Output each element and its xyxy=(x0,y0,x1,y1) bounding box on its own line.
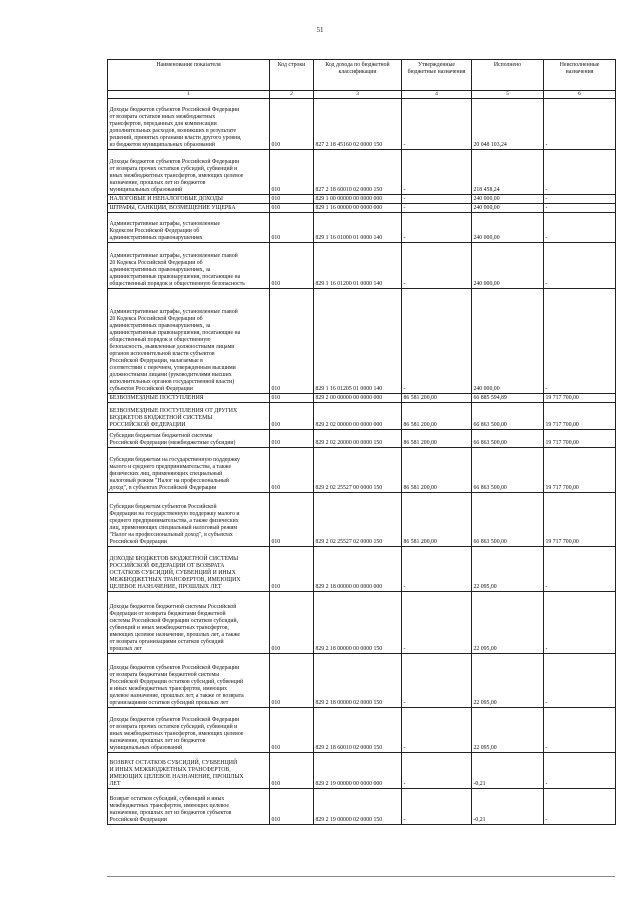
row-approved-cell xyxy=(402,194,472,203)
row-unexecuted-cell xyxy=(544,203,616,212)
row-income-code: 829 2 18 00000 00 0000 150 xyxy=(315,645,383,652)
row-name-cell xyxy=(108,707,270,752)
row-approved: 86 581 200,00 xyxy=(403,439,437,446)
row-approved-cell xyxy=(402,98,472,149)
row-income-code-cell xyxy=(314,242,402,288)
row-name-cell xyxy=(108,788,270,824)
row-name: Возврат остатков субсидий, субвенций и иных межбюджетных трансфертов, имеющих целевое назначение, прошлых лет из бюджетов субъектов Российской Федерации xyxy=(109,795,232,823)
row-income-code: 829 2 18 60010 02 0000 150 xyxy=(315,744,383,751)
row-income-code-cell xyxy=(314,98,402,149)
row-executed: 240 000,00 xyxy=(473,385,500,392)
row-approved: - xyxy=(403,645,406,652)
table-body xyxy=(108,98,616,824)
row-name: Доходы бюджетов бюджетной системы Российской Федерации от возврата бюджетами бюджетной системы Российской Федерации остатков субсидий, субвенций и иных межбюджетных трансфертов, имеющих целевое назначение, прошлых лет, а также от возврата организациями остатков субсидий прошлых лет xyxy=(109,603,240,652)
row-income-code: 829 2 00 00000 00 0000 000 xyxy=(315,394,383,401)
row-income-code: 829 1 16 00000 00 0000 000 xyxy=(315,204,383,211)
table-row xyxy=(108,402,616,429)
row-name-cell xyxy=(108,653,270,707)
row-name-cell xyxy=(108,591,270,653)
row-executed-cell xyxy=(472,288,544,393)
row-name: Административные штрафы, установленные главой 20 Кодекса Российской Федерации об административных правонарушениях, за административные правонарушения, посягающие на общественный порядок и общественную безопасность, выявленные должностными лицами органов исполнительной власти субъектов Российской Федерации, налагаемые в соответствии с перечнем, утвержденным высшими должностными лицами (руководителями высших исполнительных органов государственной власти) субъектов Российской Федерации xyxy=(109,309,241,392)
row-code-cell xyxy=(270,752,314,788)
row-executed-cell xyxy=(472,752,544,788)
row-approved-cell xyxy=(402,492,472,546)
row-unexecuted-cell xyxy=(544,393,616,402)
row-unexecuted-cell xyxy=(544,788,616,824)
table-row xyxy=(108,447,616,492)
row-code-cell xyxy=(270,546,314,591)
row-code-cell xyxy=(270,203,314,212)
row-income-code: 829 2 02 25527 02 0000 150 xyxy=(315,538,383,545)
row-approved: - xyxy=(403,186,406,193)
row-income-code-cell xyxy=(314,752,402,788)
row-income-code: 827 2 18 60010 02 0000 150 xyxy=(315,186,383,193)
row-income-code-cell xyxy=(314,402,402,429)
row-approved: - xyxy=(403,204,406,211)
header-income-code: Код дохода по бюджетной классификации xyxy=(314,60,402,91)
column-number-row xyxy=(108,91,616,99)
row-name: Административные штрафы, установленные главой 20 Кодекса Российской Федерации об административных правонарушениях, за административные правонарушения, посягающие на общественный порядок и общественную безопасность xyxy=(109,252,245,287)
row-approved-cell xyxy=(402,653,472,707)
table-row xyxy=(108,194,616,203)
row-executed-cell xyxy=(472,393,544,402)
row-income-code-cell xyxy=(314,288,402,393)
row-executed: 22 095,00 xyxy=(473,699,497,706)
table-row xyxy=(108,752,616,788)
row-name: НАЛОГОВЫЕ И НЕНАЛОГОВЫЕ ДОХОДЫ xyxy=(109,195,223,202)
row-executed-cell xyxy=(472,429,544,447)
row-approved: - xyxy=(403,699,406,706)
row-code-cell xyxy=(270,288,314,393)
row-approved: 86 581 200,00 xyxy=(403,421,437,428)
row-unexecuted-cell xyxy=(544,447,616,492)
table-row xyxy=(108,788,616,824)
row-unexecuted: - xyxy=(545,234,548,241)
row-executed: 218 458,24 xyxy=(473,186,500,193)
row-unexecuted-cell xyxy=(544,752,616,788)
table-row xyxy=(108,707,616,752)
row-executed: 22 095,00 xyxy=(473,744,497,751)
table-row xyxy=(108,492,616,546)
row-name: Субсидии бюджетам бюджетной системы Российской Федерации (межбюджетные субсидии) xyxy=(109,432,236,446)
row-approved: - xyxy=(403,195,406,202)
row-approved: - xyxy=(403,744,406,751)
row-name: Субсидии бюджетам субъектов Российской Федерации на государственную поддержку малого и среднего предпринимательства, а также физических лиц, применяющих специальный налоговый режим "Налог на профессиональный доход", в субъектах Российской Федерации xyxy=(109,503,240,545)
row-approved-cell xyxy=(402,242,472,288)
row-approved-cell xyxy=(402,288,472,393)
row-unexecuted: - xyxy=(545,141,548,148)
row-unexecuted-cell xyxy=(544,492,616,546)
row-executed: 66 863 500,00 xyxy=(473,538,507,545)
row-executed: 20 048 103,24 xyxy=(473,141,507,148)
row-income-code-cell xyxy=(314,393,402,402)
row-income-code-cell xyxy=(314,429,402,447)
header-indicator-name: Наименование показателя xyxy=(108,60,270,91)
header-approved: Утвержденные бюджетные назначения xyxy=(402,60,472,91)
row-approved: - xyxy=(403,385,406,392)
row-code-cell xyxy=(270,492,314,546)
row-code: 010 xyxy=(271,234,281,241)
row-name-cell xyxy=(108,203,270,212)
row-code: 010 xyxy=(271,484,281,491)
row-code-cell xyxy=(270,653,314,707)
row-name-cell xyxy=(108,492,270,546)
table-row xyxy=(108,203,616,212)
row-approved-cell xyxy=(402,546,472,591)
row-executed-cell xyxy=(472,194,544,203)
table-row xyxy=(108,149,616,194)
row-executed-cell xyxy=(472,242,544,288)
row-unexecuted: 19 717 700,00 xyxy=(545,538,579,545)
row-unexecuted-cell xyxy=(544,288,616,393)
row-unexecuted-cell xyxy=(544,149,616,194)
row-code-cell xyxy=(270,194,314,203)
row-code: 010 xyxy=(271,195,281,202)
row-income-code: 827 2 18 45160 02 0000 150 xyxy=(315,141,383,148)
row-unexecuted-cell xyxy=(544,98,616,149)
row-unexecuted: - xyxy=(545,195,548,202)
row-income-code-cell xyxy=(314,546,402,591)
row-name-cell xyxy=(108,447,270,492)
row-income-code: 829 1 16 01205 01 0000 140 xyxy=(315,385,383,392)
row-income-code: 829 2 19 00000 00 0000 000 xyxy=(315,780,383,787)
row-income-code-cell xyxy=(314,492,402,546)
row-income-code-cell xyxy=(314,653,402,707)
header-executed: Исполнено xyxy=(472,60,544,91)
row-executed-cell xyxy=(472,447,544,492)
row-approved: - xyxy=(403,141,406,148)
income-table xyxy=(107,59,616,825)
row-income-code-cell xyxy=(314,149,402,194)
row-executed: -0,21 xyxy=(473,816,486,823)
row-code-cell xyxy=(270,788,314,824)
row-code: 010 xyxy=(271,699,281,706)
row-unexecuted-cell xyxy=(544,402,616,429)
row-unexecuted: - xyxy=(545,744,548,751)
row-approved-cell xyxy=(402,707,472,752)
row-income-code-cell xyxy=(314,212,402,242)
row-name: БЕЗВОЗМЕЗДНЫЕ ПОСТУПЛЕНИЯ xyxy=(109,394,204,401)
row-approved-cell xyxy=(402,429,472,447)
row-unexecuted-cell xyxy=(544,707,616,752)
row-unexecuted: - xyxy=(545,816,548,823)
row-income-code-cell xyxy=(314,447,402,492)
table-row xyxy=(108,546,616,591)
header-row-code: Код строки xyxy=(270,60,314,91)
row-approved: - xyxy=(403,816,406,823)
row-name-cell xyxy=(108,98,270,149)
row-name-cell xyxy=(108,752,270,788)
row-approved: - xyxy=(403,234,406,241)
row-executed-cell xyxy=(472,402,544,429)
row-code: 010 xyxy=(271,186,281,193)
row-approved: - xyxy=(403,583,406,590)
row-income-code: 829 1 00 00000 00 0000 000 xyxy=(315,195,383,202)
row-executed: 240 000,00 xyxy=(473,204,500,211)
row-approved: - xyxy=(403,780,406,787)
row-name: БЕЗВОЗМЕЗДНЫЕ ПОСТУПЛЕНИЯ ОТ ДРУГИХ БЮДЖЕТОВ БЮДЖЕТНОЙ СИСТЕМЫ РОССИЙСКОЙ ФЕДЕРАЦИИ xyxy=(109,407,238,428)
row-code: 010 xyxy=(271,816,281,823)
row-unexecuted-cell xyxy=(544,429,616,447)
row-executed: 66 863 500,00 xyxy=(473,484,507,491)
row-name: ШТРАФЫ, САНКЦИИ, ВОЗМЕЩЕНИЕ УЩЕРБА xyxy=(109,204,236,211)
row-approved: 86 581 200,00 xyxy=(403,394,437,401)
table-row xyxy=(108,429,616,447)
row-income-code-cell xyxy=(314,591,402,653)
row-approved-cell xyxy=(402,203,472,212)
header-unexecuted: Неисполненные назначения xyxy=(544,60,616,91)
row-unexecuted: - xyxy=(545,280,548,287)
row-income-code: 829 1 16 01000 01 0000 140 xyxy=(315,234,383,241)
row-executed-cell xyxy=(472,591,544,653)
row-unexecuted: - xyxy=(545,385,548,392)
row-approved-cell xyxy=(402,591,472,653)
table-row xyxy=(108,242,616,288)
row-name: ВОЗВРАТ ОСТАТКОВ СУБСИДИЙ, СУБВЕНЦИЙ И ИНЫХ МЕЖБЮДЖЕТНЫХ ТРАНСФЕРТОВ, ИМЕЮЩИХ ЦЕЛЕВОЕ НАЗНАЧЕНИЕ, ПРОШЛЫХ ЛЕТ xyxy=(109,759,244,787)
row-income-code: 829 2 02 00000 00 0000 000 xyxy=(315,421,383,428)
row-income-code: 829 2 02 25527 00 0000 150 xyxy=(315,484,383,491)
table-row xyxy=(108,212,616,242)
column-number: 5 xyxy=(472,91,544,99)
row-unexecuted: - xyxy=(545,186,548,193)
row-approved-cell xyxy=(402,149,472,194)
table-row xyxy=(108,98,616,149)
row-code-cell xyxy=(270,393,314,402)
row-code-cell xyxy=(270,242,314,288)
row-executed: -0,21 xyxy=(473,780,486,787)
column-number: 3 xyxy=(314,91,402,99)
row-name-cell xyxy=(108,194,270,203)
row-income-code: 829 2 19 00000 02 0000 150 xyxy=(315,816,383,823)
row-executed-cell xyxy=(472,653,544,707)
row-executed-cell xyxy=(472,492,544,546)
page-number: 51 xyxy=(316,26,324,34)
row-code-cell xyxy=(270,591,314,653)
row-code: 010 xyxy=(271,744,281,751)
row-executed: 240 000,00 xyxy=(473,280,500,287)
row-code: 010 xyxy=(271,385,281,392)
row-executed: 240 000,00 xyxy=(473,195,500,202)
row-name-cell xyxy=(108,402,270,429)
row-code: 010 xyxy=(271,780,281,787)
row-income-code: 829 1 16 01200 01 0000 140 xyxy=(315,280,383,287)
row-unexecuted-cell xyxy=(544,194,616,203)
row-unexecuted-cell xyxy=(544,242,616,288)
row-executed-cell xyxy=(472,203,544,212)
column-number: 6 xyxy=(544,91,616,99)
row-executed: 66 885 594,89 xyxy=(473,394,507,401)
row-code-cell xyxy=(270,212,314,242)
row-code: 010 xyxy=(271,394,281,401)
column-number: 2 xyxy=(270,91,314,99)
row-name-cell xyxy=(108,546,270,591)
row-code-cell xyxy=(270,402,314,429)
row-approved: 86 581 200,00 xyxy=(403,538,437,545)
row-unexecuted: - xyxy=(545,780,548,787)
row-approved: - xyxy=(403,280,406,287)
bottom-divider xyxy=(107,876,615,877)
row-code-cell xyxy=(270,149,314,194)
row-executed: 240 000,00 xyxy=(473,234,500,241)
row-approved-cell xyxy=(402,447,472,492)
row-name-cell xyxy=(108,288,270,393)
row-income-code-cell xyxy=(314,194,402,203)
row-code-cell xyxy=(270,447,314,492)
row-name-cell xyxy=(108,393,270,402)
row-name: Административные штрафы, установленные Кодексом Российской Федерации об административных правонарушениях xyxy=(109,220,221,241)
column-number: 4 xyxy=(402,91,472,99)
row-approved-cell xyxy=(402,402,472,429)
row-code: 010 xyxy=(271,421,281,428)
row-name-cell xyxy=(108,149,270,194)
row-code: 010 xyxy=(271,538,281,545)
row-executed-cell xyxy=(472,546,544,591)
row-code: 010 xyxy=(271,583,281,590)
row-executed-cell xyxy=(472,149,544,194)
row-name: Доходы бюджетов субъектов Российской Федерации от возврата прочих остатков субсидий, субвенций и иных межбюджетных трансфертов, имеющих целевое назначение, прошлых лет из бюджетов муниципальных образований xyxy=(109,158,244,193)
row-executed-cell xyxy=(472,98,544,149)
row-executed: 66 863 500,00 xyxy=(473,439,507,446)
row-name-cell xyxy=(108,242,270,288)
row-code-cell xyxy=(270,429,314,447)
row-executed-cell xyxy=(472,788,544,824)
table-row xyxy=(108,288,616,393)
row-code: 010 xyxy=(271,439,281,446)
column-number: 1 xyxy=(108,91,270,99)
row-code: 010 xyxy=(271,280,281,287)
row-unexecuted-cell xyxy=(544,591,616,653)
row-unexecuted-cell xyxy=(544,546,616,591)
row-unexecuted: - xyxy=(545,645,548,652)
table-row xyxy=(108,393,616,402)
row-income-code: 829 2 02 20000 00 0000 150 xyxy=(315,439,383,446)
row-income-code-cell xyxy=(314,707,402,752)
row-name: ДОХОДЫ БЮДЖЕТОВ БЮДЖЕТНОЙ СИСТЕМЫ РОССИЙСКОЙ ФЕДЕРАЦИИ ОТ ВОЗВРАТА ОСТАТКОВ СУБСИДИЙ, СУБВЕНЦИЙ И ИНЫХ МЕЖБЮДЖЕТНЫХ ТРАНСФЕРТОВ, ИМЕЮЩИХ ЦЕЛЕВОЕ НАЗНАЧЕНИЕ, ПРОШЛЫХ ЛЕТ xyxy=(109,555,241,590)
row-approved-cell xyxy=(402,393,472,402)
row-name: Доходы бюджетов субъектов Российской Федерации от возврата бюджетами бюджетной системы Российской Федерации остатков субсидий, субвенций и иных межбюджетных трансфертов, имеющих целевое назначение, прошлых лет, а также от возврата организациями остатков субсидий прошлых лет xyxy=(109,664,244,706)
row-income-code-cell xyxy=(314,788,402,824)
row-unexecuted: - xyxy=(545,699,548,706)
header-row xyxy=(108,60,616,91)
table-row xyxy=(108,653,616,707)
row-income-code-cell xyxy=(314,203,402,212)
row-approved: 86 581 200,00 xyxy=(403,484,437,491)
row-name: Доходы бюджетов субъектов Российской Федерации от возврата прочих остатков субсидий, субвенций и иных межбюджетных трансфертов, имеющих целевое назначение, прошлых лет из бюджетов муниципальных образований xyxy=(109,716,244,751)
row-code-cell xyxy=(270,707,314,752)
row-executed: 66 863 500,00 xyxy=(473,421,507,428)
row-unexecuted: - xyxy=(545,204,548,211)
row-code: 010 xyxy=(271,141,281,148)
row-executed: 22 095,00 xyxy=(473,583,497,590)
row-unexecuted: 19 717 700,00 xyxy=(545,484,579,491)
row-executed-cell xyxy=(472,212,544,242)
row-code: 010 xyxy=(271,645,281,652)
row-unexecuted-cell xyxy=(544,212,616,242)
row-name-cell xyxy=(108,212,270,242)
row-name: Субсидии бюджетам на государственную поддержку малого и среднего предпринимательства, а также физических лиц, применяющих специальный налоговый режим "Налог на профессиональный доход", в субъектах Российской Федерации xyxy=(109,456,240,491)
row-name: Доходы бюджетов субъектов Российской Федерации от возврата остатков иных межбюджетных трансфертов, переданных для компенсации дополнительных расходов, возникших в результате решений, принятых органами власти другого уровня, из бюджетов муниципальных образований xyxy=(109,106,242,148)
row-name-cell xyxy=(108,429,270,447)
row-unexecuted: 19 717 700,00 xyxy=(545,421,579,428)
row-income-code: 829 2 18 00000 02 0000 150 xyxy=(315,699,383,706)
row-income-code: 829 2 18 00000 00 0000 000 xyxy=(315,583,383,590)
row-approved-cell xyxy=(402,788,472,824)
row-approved-cell xyxy=(402,752,472,788)
row-unexecuted: - xyxy=(545,583,548,590)
row-code-cell xyxy=(270,98,314,149)
table-row xyxy=(108,591,616,653)
row-executed-cell xyxy=(472,707,544,752)
row-unexecuted: 19 717 700,00 xyxy=(545,394,579,401)
row-executed: 22 095,00 xyxy=(473,645,497,652)
row-approved-cell xyxy=(402,212,472,242)
row-code: 010 xyxy=(271,204,281,211)
row-unexecuted-cell xyxy=(544,653,616,707)
row-unexecuted: 19 717 700,00 xyxy=(545,439,579,446)
